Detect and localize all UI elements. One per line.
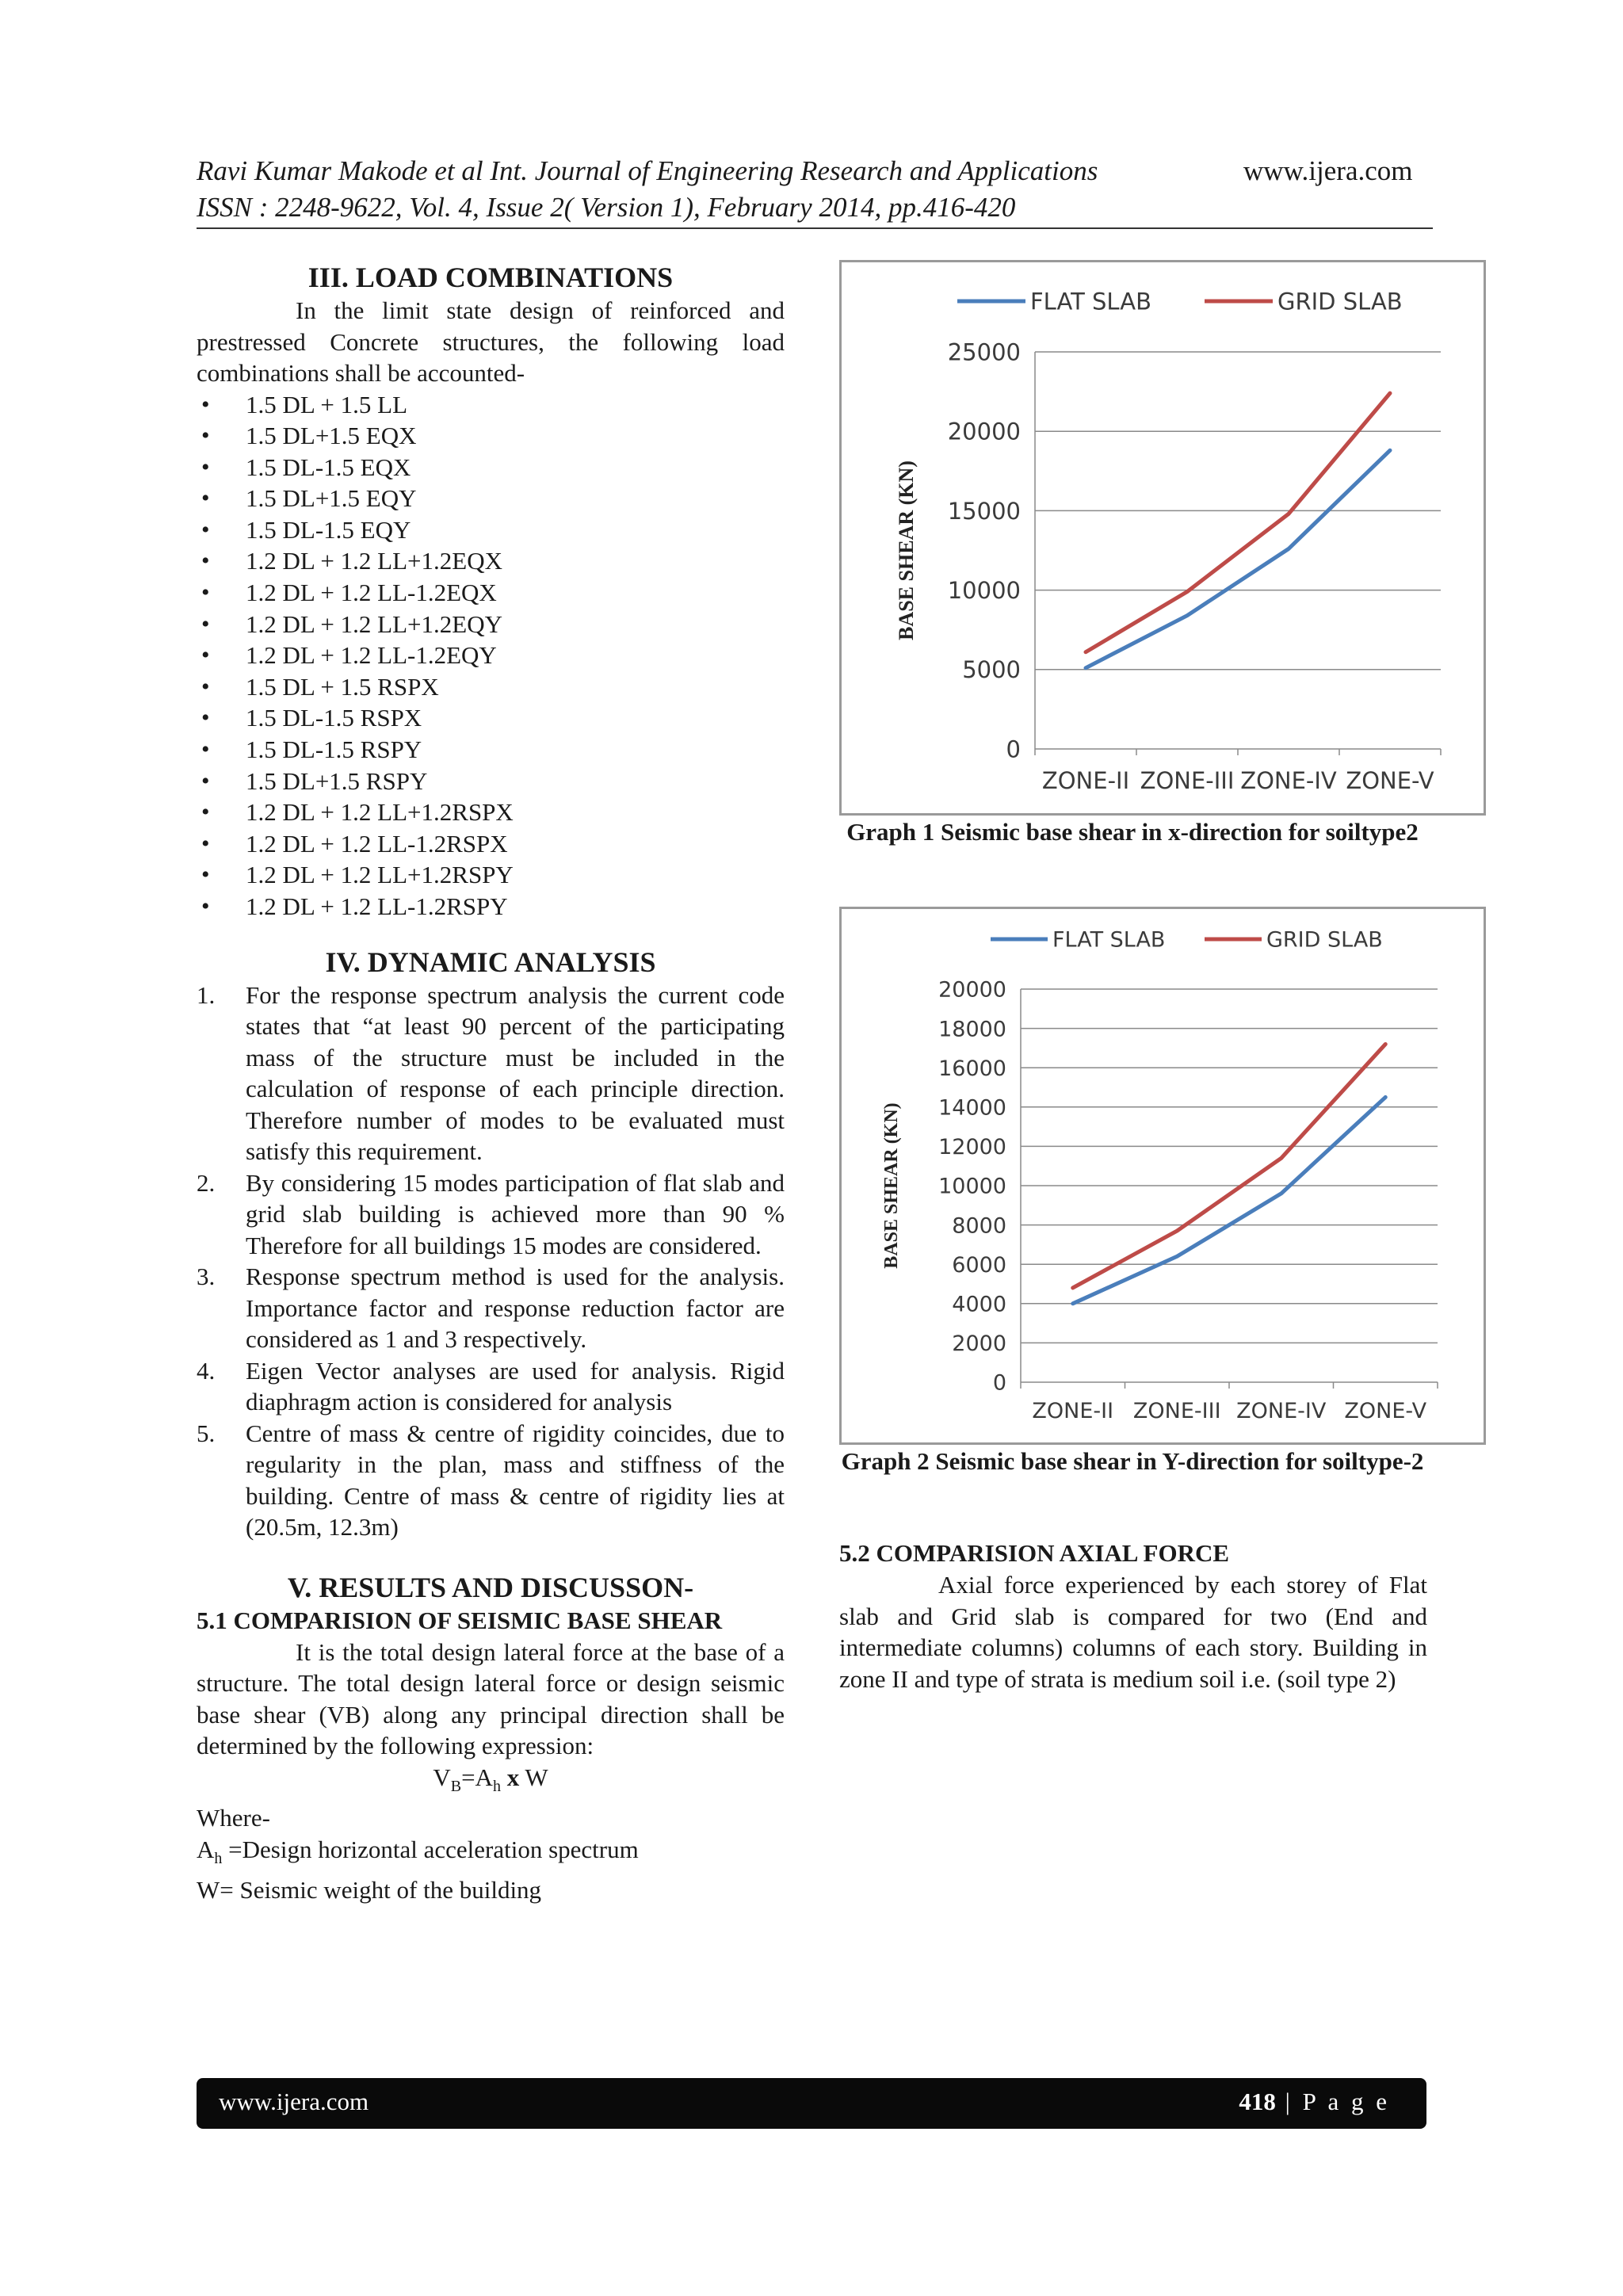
y-tick-label: 12000 bbox=[938, 1135, 1006, 1160]
footer-page-number: 418 | P a g e bbox=[1239, 2088, 1390, 2115]
item-number: 2. bbox=[197, 1168, 216, 1197]
graph-2-box bbox=[839, 907, 1486, 1445]
where-label: Where- bbox=[197, 1804, 270, 1832]
series-line bbox=[1086, 393, 1390, 652]
item-text: By considering 15 modes participation of flat slab and grid slab building is achieved more than 90 % Therefore for all buildings 15 modes are considered. bbox=[246, 1168, 785, 1259]
load-combination-item: • 1.5 DL-1.5 EQX bbox=[197, 452, 785, 483]
load-combination-item: • 1.2 DL + 1.2 LL+1.2RSPY bbox=[197, 859, 785, 891]
series-line bbox=[1073, 1097, 1386, 1303]
section-4-title: IV. DYNAMIC ANALYSIS bbox=[325, 946, 656, 978]
base-shear-paragraph: It is the total design lateral force at the base of a structure. The total design lateral force or design seismic base shear (VB) along any principal direction shall be determined by the following expression: bbox=[197, 1637, 785, 1760]
section-3-intro: In the limit state design of reinforced and prestressed Concrete structures, the following load combinations shall be accounted- bbox=[197, 296, 785, 387]
item-text: For the response spectrum analysis the current code states that “at least 90 percent of the participating mass of the structure must be included in the calculation of response of each principle direction. Therefore number of modes to be evaluated must satisfy this requirement. bbox=[246, 980, 785, 1166]
load-combination-item: • 1.5 DL + 1.5 RSPX bbox=[197, 671, 785, 703]
series-line bbox=[1086, 450, 1390, 668]
item-number: 3. bbox=[197, 1263, 216, 1291]
dynamic-analysis-item bbox=[197, 1355, 785, 1418]
load-combination-item: • 1.5 DL-1.5 RSPX bbox=[197, 702, 785, 734]
legend-label: GRID SLAB bbox=[1266, 927, 1383, 953]
item-number: 5. bbox=[197, 1419, 216, 1447]
axial-force-paragraph: Axial force experienced by each storey of Flat slab and Grid slab is compared for two (End and intermediate columns) columns of each story. Building in zone II and type of strata is medium soil i.e. (soil type 2) bbox=[839, 1571, 1427, 1693]
y-tick-label: 0 bbox=[992, 1370, 1006, 1396]
x-tick-label: ZONE-IV bbox=[1240, 767, 1337, 794]
x-tick-label: ZONE-V bbox=[1344, 1399, 1427, 1423]
item-number: 1. bbox=[197, 980, 216, 1009]
dynamic-analysis-item bbox=[197, 980, 785, 1167]
load-combination-item: • 1.2 DL + 1.2 LL-1.2RSPX bbox=[197, 828, 785, 860]
legend-label: FLAT SLAB bbox=[1030, 288, 1151, 315]
item-text: Eigen Vector analyses are used for analysis. Rigid diaphragm action is considered for analysis bbox=[246, 1356, 785, 1416]
journal-website[interactable]: www.ijera.com bbox=[1243, 155, 1413, 186]
load-combination-item: • 1.2 DL + 1.2 LL+1.2EQX bbox=[197, 545, 785, 577]
y-tick-label: 20000 bbox=[947, 418, 1021, 445]
base-shear-formula: $V_B=A_h$ x W bbox=[433, 1763, 548, 1795]
dynamic-analysis-item bbox=[197, 1418, 785, 1543]
load-combination-item: • 1.5 DL+1.5 EQY bbox=[197, 483, 785, 514]
journal-title: Ravi Kumar Makode et al Int. Journal of Engineering Research and Applications bbox=[197, 155, 1098, 186]
y-tick-label: 10000 bbox=[938, 1174, 1006, 1199]
subsection-5-2-title: 5.2 COMPARISION AXIAL FORCE bbox=[839, 1539, 1230, 1567]
load-combination-item: • 1.5 DL+1.5 RSPY bbox=[197, 766, 785, 797]
item-number: 4. bbox=[197, 1356, 216, 1385]
graph-1-box bbox=[839, 260, 1486, 816]
load-combination-item: • 1.5 DL-1.5 RSPY bbox=[197, 734, 785, 766]
section-5-title: V. RESULTS AND DISCUSSON- bbox=[287, 1571, 694, 1603]
definition-ah: $A_h$ =Design horizontal acceleration spectrum bbox=[197, 1835, 639, 1867]
y-tick-label: 18000 bbox=[938, 1017, 1006, 1042]
definition-w: W= Seismic weight of the building bbox=[197, 1876, 542, 1904]
x-tick-label: ZONE-II bbox=[1032, 1399, 1114, 1423]
y-tick-label: 6000 bbox=[952, 1252, 1006, 1278]
dynamic-analysis-item bbox=[197, 1167, 785, 1262]
graph-2-chart bbox=[842, 909, 1484, 1442]
x-tick-label: ZONE-IV bbox=[1236, 1399, 1327, 1423]
graph-2-caption: Graph 2 Seismic base shear in Y-direction for soiltype-2 bbox=[841, 1447, 1424, 1475]
y-tick-label: 4000 bbox=[952, 1292, 1006, 1317]
y-axis-title: BASE SHEAR (KN) bbox=[895, 460, 918, 640]
left-column bbox=[197, 260, 785, 1906]
item-text: Response spectrum method is used for the analysis. Importance factor and response reduction factor are considered as 1 and 3 respectively. bbox=[246, 1263, 785, 1354]
load-combination-item: • 1.2 DL + 1.2 LL+1.2EQY bbox=[197, 609, 785, 640]
footer-website[interactable]: www.ijera.com bbox=[219, 2088, 369, 2115]
load-combination-list bbox=[197, 389, 785, 923]
y-axis-title: BASE SHEAR (KN) bbox=[881, 1102, 902, 1269]
y-tick-label: 0 bbox=[1006, 735, 1021, 763]
subsection-5-1-title: 5.1 COMPARISION OF SEISMIC BASE SHEAR bbox=[197, 1606, 723, 1634]
y-tick-label: 25000 bbox=[947, 338, 1021, 366]
page-footer bbox=[197, 2078, 1426, 2129]
y-tick-label: 5000 bbox=[962, 656, 1021, 684]
x-tick-label: ZONE-II bbox=[1041, 767, 1130, 794]
x-tick-label: ZONE-III bbox=[1140, 767, 1235, 794]
y-tick-label: 14000 bbox=[938, 1095, 1006, 1121]
right-text bbox=[839, 1538, 1427, 1694]
dynamic-analysis-item bbox=[197, 1261, 785, 1355]
load-combination-item: • 1.2 DL + 1.2 LL-1.2EQX bbox=[197, 577, 785, 609]
issn-line: ISSN : 2248-9622, Vol. 4, Issue 2( Version 1), February 2014, pp.416-420 bbox=[197, 192, 1016, 223]
load-combination-item: • 1.5 DL+1.5 EQX bbox=[197, 420, 785, 452]
load-combination-item: • 1.2 DL + 1.2 LL-1.2EQY bbox=[197, 640, 785, 671]
section-3-title: III. LOAD COMBINATIONS bbox=[307, 262, 674, 293]
load-combination-item: • 1.2 DL + 1.2 LL-1.2RSPY bbox=[197, 891, 785, 923]
x-tick-label: ZONE-III bbox=[1132, 1399, 1221, 1423]
legend-label: FLAT SLAB bbox=[1052, 927, 1166, 953]
y-tick-label: 15000 bbox=[947, 497, 1021, 525]
series-line bbox=[1073, 1044, 1386, 1288]
y-tick-label: 16000 bbox=[938, 1056, 1006, 1081]
header-rule bbox=[197, 227, 1433, 229]
y-tick-label: 8000 bbox=[952, 1213, 1006, 1239]
legend-label: GRID SLAB bbox=[1277, 288, 1403, 315]
y-tick-label: 2000 bbox=[952, 1331, 1006, 1357]
item-text: Centre of mass & centre of rigidity coincides, due to regularity in the plan, mass and stiffness of the building. Centre of mass & centre of rigidity lies at (20.5m, 12.3m) bbox=[246, 1419, 785, 1541]
load-combination-item: • 1.5 DL-1.5 EQY bbox=[197, 514, 785, 546]
x-tick-label: ZONE-V bbox=[1346, 767, 1434, 794]
dynamic-analysis-list bbox=[197, 980, 785, 1543]
graph-1-caption: Graph 1 Seismic base shear in x-direction for soiltype2 bbox=[846, 818, 1419, 846]
load-combination-item: • 1.5 DL + 1.5 LL bbox=[197, 389, 785, 421]
load-combination-item: • 1.2 DL + 1.2 LL+1.2RSPX bbox=[197, 797, 785, 828]
graph-1-chart bbox=[842, 262, 1484, 813]
y-tick-label: 10000 bbox=[947, 577, 1021, 605]
y-tick-label: 20000 bbox=[938, 977, 1006, 1003]
